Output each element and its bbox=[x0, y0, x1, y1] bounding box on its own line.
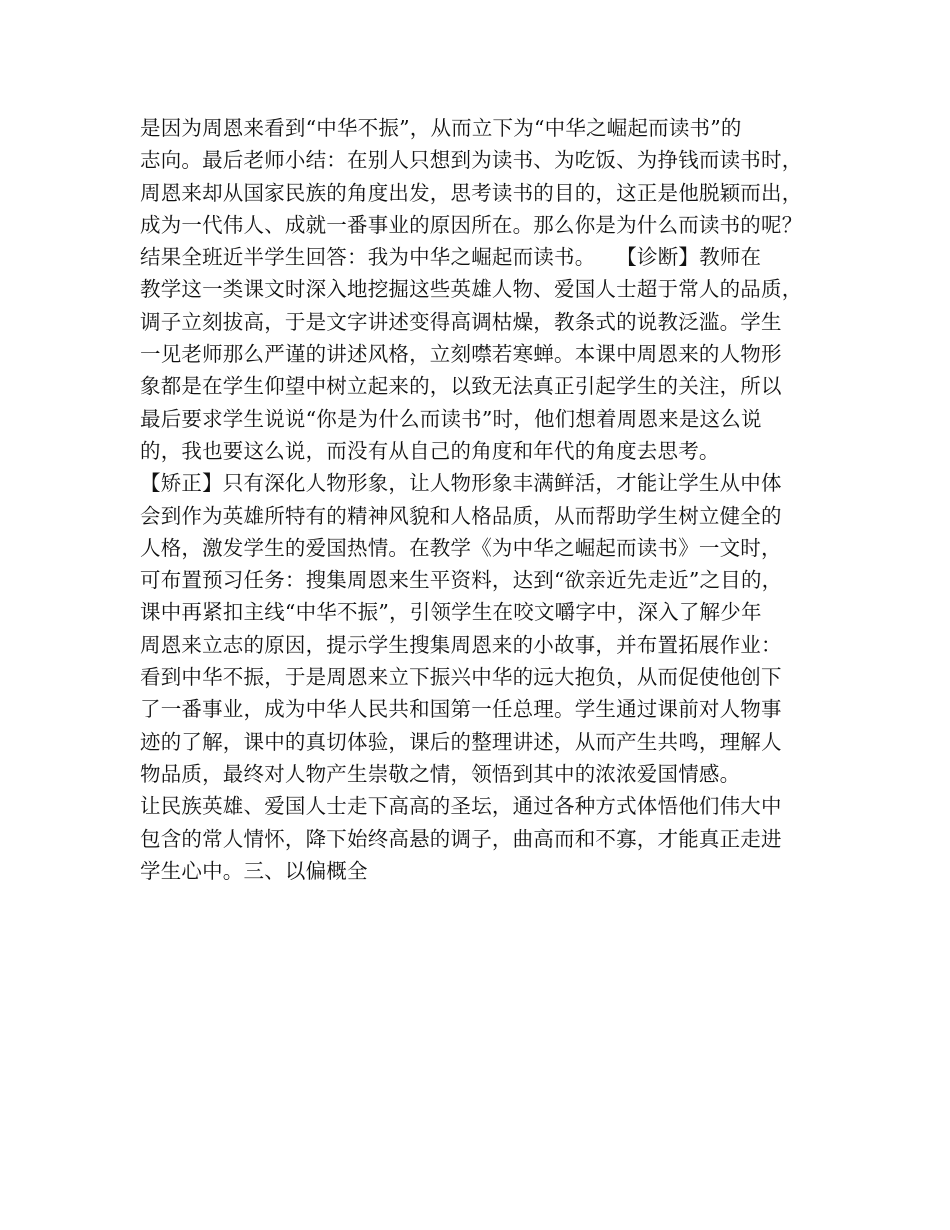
text-line: 象都是在学生仰望中树立起来的，以致无法真正引起学生的关注，所以 bbox=[140, 374, 782, 399]
text-line: 的，我也要这么说，而没有从自己的角度和年代的角度去思考。 bbox=[140, 438, 720, 463]
text-line: 让民族英雄、爱国人士走下高高的圣坛，通过各种方式体悟他们伟大中 bbox=[140, 794, 782, 819]
text-line: 包含的常人情怀，降下始终高悬的调子，曲高而和不寡，才能真正走进 bbox=[140, 826, 782, 851]
text-line: 志向。最后老师小结：在别人只想到为读书、为吃饭、为挣钱而读书时， bbox=[140, 148, 803, 173]
text-line: 周恩来却从国家民族的角度出发，思考读书的目的，这正是他脱颖而出， bbox=[140, 180, 803, 205]
text-line: 人格，激发学生的爱国热情。在教学《为中华之崛起而读书》一文时， bbox=[140, 535, 782, 560]
text-line: 周恩来立志的原因，提示学生搜集周恩来的小故事，并布置拓展作业： bbox=[140, 632, 782, 657]
text-line: 一见老师那么严谨的讲述风格，立刻噤若寒蝉。本课中周恩来的人物形 bbox=[140, 342, 782, 367]
text-line: 课中再紧扣主线“中华不振”，引领学生在咬文嚼字中，深入了解少年 bbox=[140, 600, 762, 625]
body-text bbox=[140, 112, 830, 887]
text-line: 结果全班近半学生回答：我为中华之崛起而读书。 【诊断】教师在 bbox=[140, 245, 762, 270]
text-line: 会到作为英雄所特有的精神风貌和人格品质，从而帮助学生树立健全的 bbox=[140, 503, 782, 528]
text-line: 迹的了解，课中的真切体验，课后的整理讲述，从而产生共鸣，理解人 bbox=[140, 729, 782, 754]
text-line: 可布置预习任务：搜集周恩来生平资料，达到“欲亲近先走近”之目的， bbox=[140, 568, 783, 593]
text-line: 成为一代伟人、成就一番事业的原因所在。那么你是为什么而读书的呢？ bbox=[140, 212, 803, 237]
text-line: 调子立刻拔高，于是文字讲述变得高调枯燥，教条式的说教泛滥。学生 bbox=[140, 309, 782, 334]
text-line: 最后要求学生说说“你是为什么而读书”时，他们想着周恩来是这么说 bbox=[140, 406, 762, 431]
text-line: 学生心中。三、以偏概全 bbox=[140, 858, 368, 883]
text-line: 了一番事业，成为中华人民共和国第一任总理。学生通过课前对人物事 bbox=[140, 697, 782, 722]
text-line: 【矫正】只有深化人物形象，让人物形象丰满鲜活，才能让学生从中体 bbox=[140, 471, 782, 496]
text-line: 物品质，最终对人物产生崇敬之情，领悟到其中的浓浓爱国情感。 bbox=[140, 761, 741, 786]
text-line: 是因为周恩来看到“中华不振”，从而立下为“中华之崛起而读书”的 bbox=[140, 116, 742, 140]
text-line: 教学这一类课文时深入地挖掘这些英雄人物、爱国人士超于常人的品质， bbox=[140, 277, 803, 302]
text-line: 看到中华不振，于是周恩来立下振兴中华的远大抱负，从而促使他创下 bbox=[140, 665, 782, 690]
